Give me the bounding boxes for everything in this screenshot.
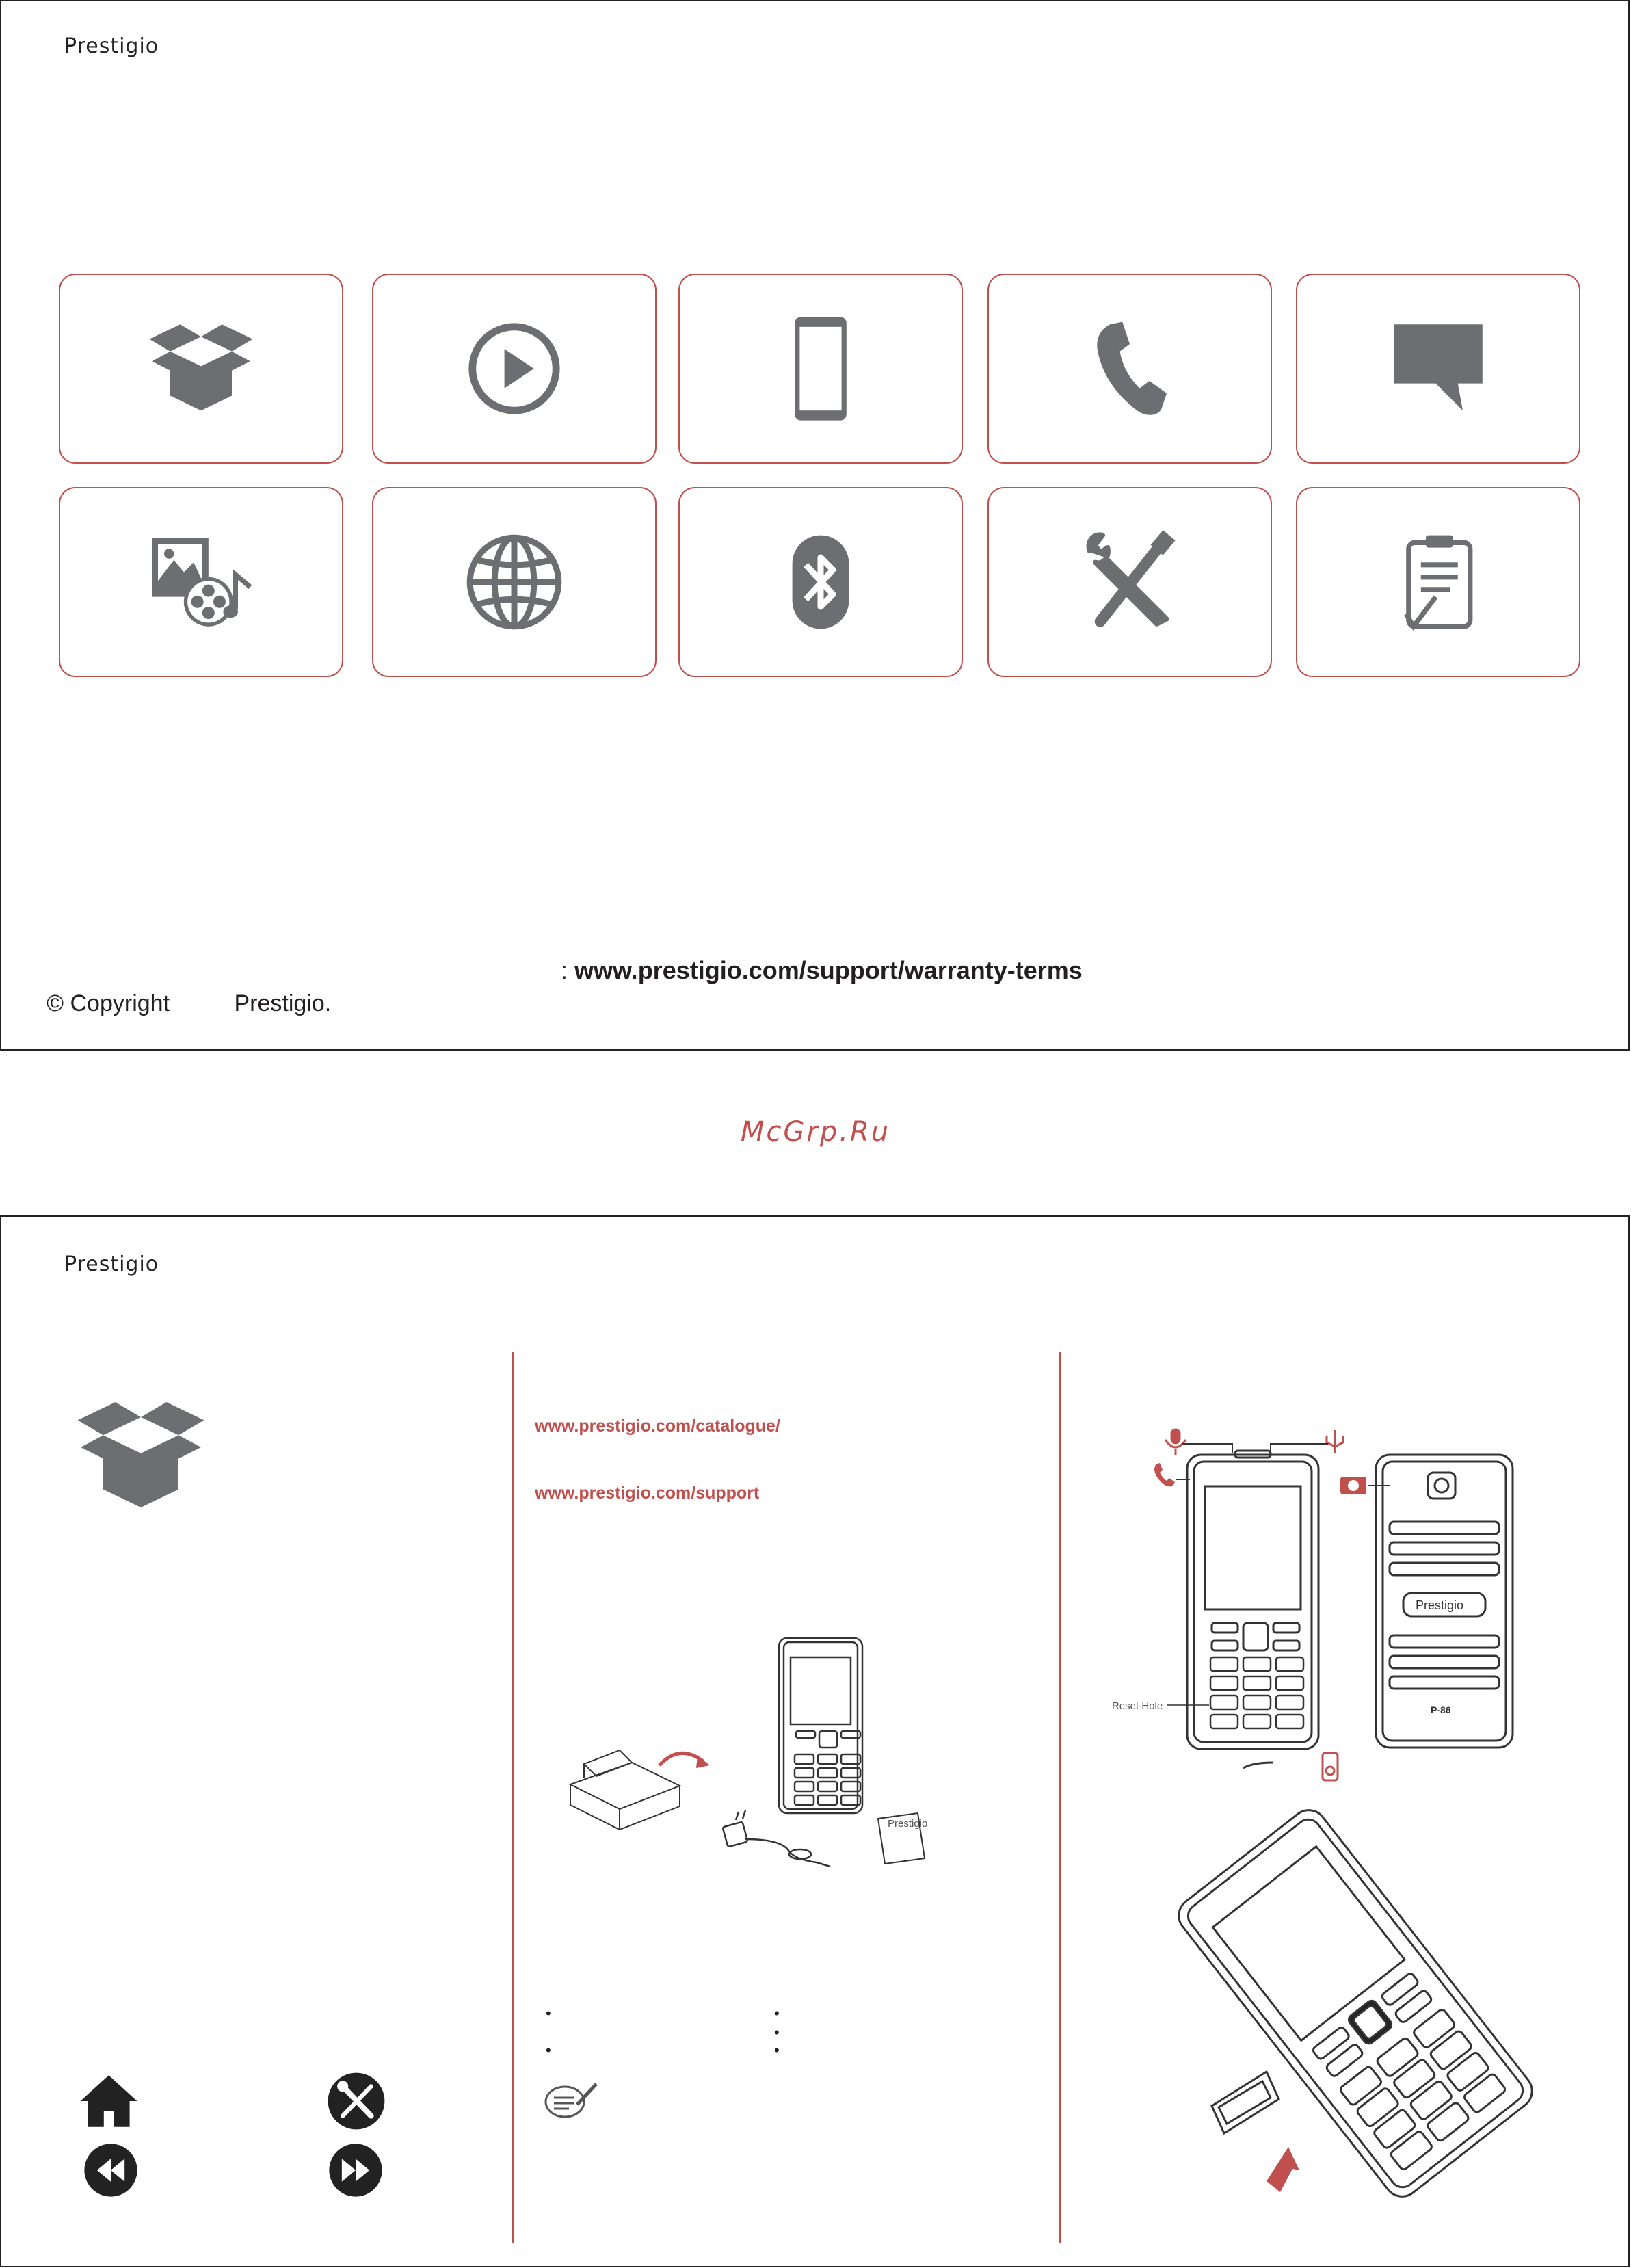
bullet-3: • bbox=[774, 2005, 780, 2022]
copyright-owner: Prestigio. bbox=[234, 990, 332, 1016]
phone-call-icon bbox=[1068, 307, 1191, 430]
box-icon bbox=[66, 1386, 216, 1523]
tile-package-contents[interactable] bbox=[59, 274, 343, 464]
catalogue-link[interactable]: www.prestigio.com/catalogue/ bbox=[535, 1416, 780, 1436]
bluetooth-icon bbox=[759, 520, 882, 644]
card-brand: Prestigio bbox=[888, 1818, 928, 1830]
tile-internet[interactable] bbox=[372, 487, 657, 677]
package-contents-illustration bbox=[557, 1634, 940, 1880]
globe-icon bbox=[453, 520, 576, 644]
smartphone-icon bbox=[759, 307, 882, 430]
home-icon[interactable] bbox=[78, 2070, 140, 2132]
play-icon bbox=[453, 307, 576, 430]
warranty-link[interactable] bbox=[561, 956, 1083, 985]
warranty-url[interactable]: www.prestigio.com/support/warranty-terms bbox=[574, 956, 1083, 984]
manual-page-1 bbox=[0, 0, 1630, 1051]
support-link[interactable]: www.prestigio.com/support bbox=[535, 1484, 760, 1503]
bullet-4: • bbox=[774, 2024, 780, 2041]
tile-messages[interactable] bbox=[1296, 274, 1580, 464]
multimedia-icon bbox=[140, 520, 263, 644]
tile-bluetooth[interactable] bbox=[678, 487, 963, 677]
column-divider-right bbox=[1059, 1352, 1061, 2243]
previous-page-icon[interactable] bbox=[82, 2141, 140, 2199]
box-icon bbox=[140, 307, 263, 430]
copyright-label: © Copyright bbox=[47, 990, 170, 1016]
phone-model: P-86 bbox=[1431, 1704, 1451, 1715]
tile-multimedia[interactable] bbox=[59, 487, 343, 677]
note-icon bbox=[542, 2077, 603, 2122]
clipboard-check-icon bbox=[1377, 520, 1500, 644]
brand-logo: Prestigio bbox=[64, 34, 159, 58]
message-icon bbox=[1377, 307, 1500, 430]
manual-page-2 bbox=[0, 1215, 1630, 2267]
copyright-notice bbox=[47, 990, 331, 1017]
warranty-prefix: : bbox=[561, 956, 575, 984]
bullet-2: • bbox=[546, 2042, 551, 2059]
tile-getting-started[interactable] bbox=[372, 274, 657, 464]
tile-calls[interactable] bbox=[987, 274, 1272, 464]
reset-hole-label: Reset Hole bbox=[1112, 1700, 1163, 1712]
column-divider-left bbox=[512, 1352, 514, 2243]
phone-back-brand: Prestigio bbox=[1416, 1598, 1464, 1612]
bullet-5: • bbox=[774, 2042, 780, 2059]
tools-icon bbox=[1068, 520, 1191, 644]
tile-settings[interactable] bbox=[987, 487, 1272, 677]
device-overview-illustration bbox=[1109, 1415, 1602, 2236]
watermark: McGrp.Ru bbox=[740, 1116, 891, 1148]
tile-device-overview[interactable] bbox=[678, 274, 963, 464]
tile-troubleshooting[interactable] bbox=[1296, 487, 1580, 677]
bullet-1: • bbox=[546, 2005, 551, 2022]
next-page-icon[interactable] bbox=[327, 2141, 384, 2199]
brand-logo: Prestigio bbox=[64, 1252, 159, 1276]
settings-nav-icon[interactable] bbox=[326, 2070, 387, 2132]
